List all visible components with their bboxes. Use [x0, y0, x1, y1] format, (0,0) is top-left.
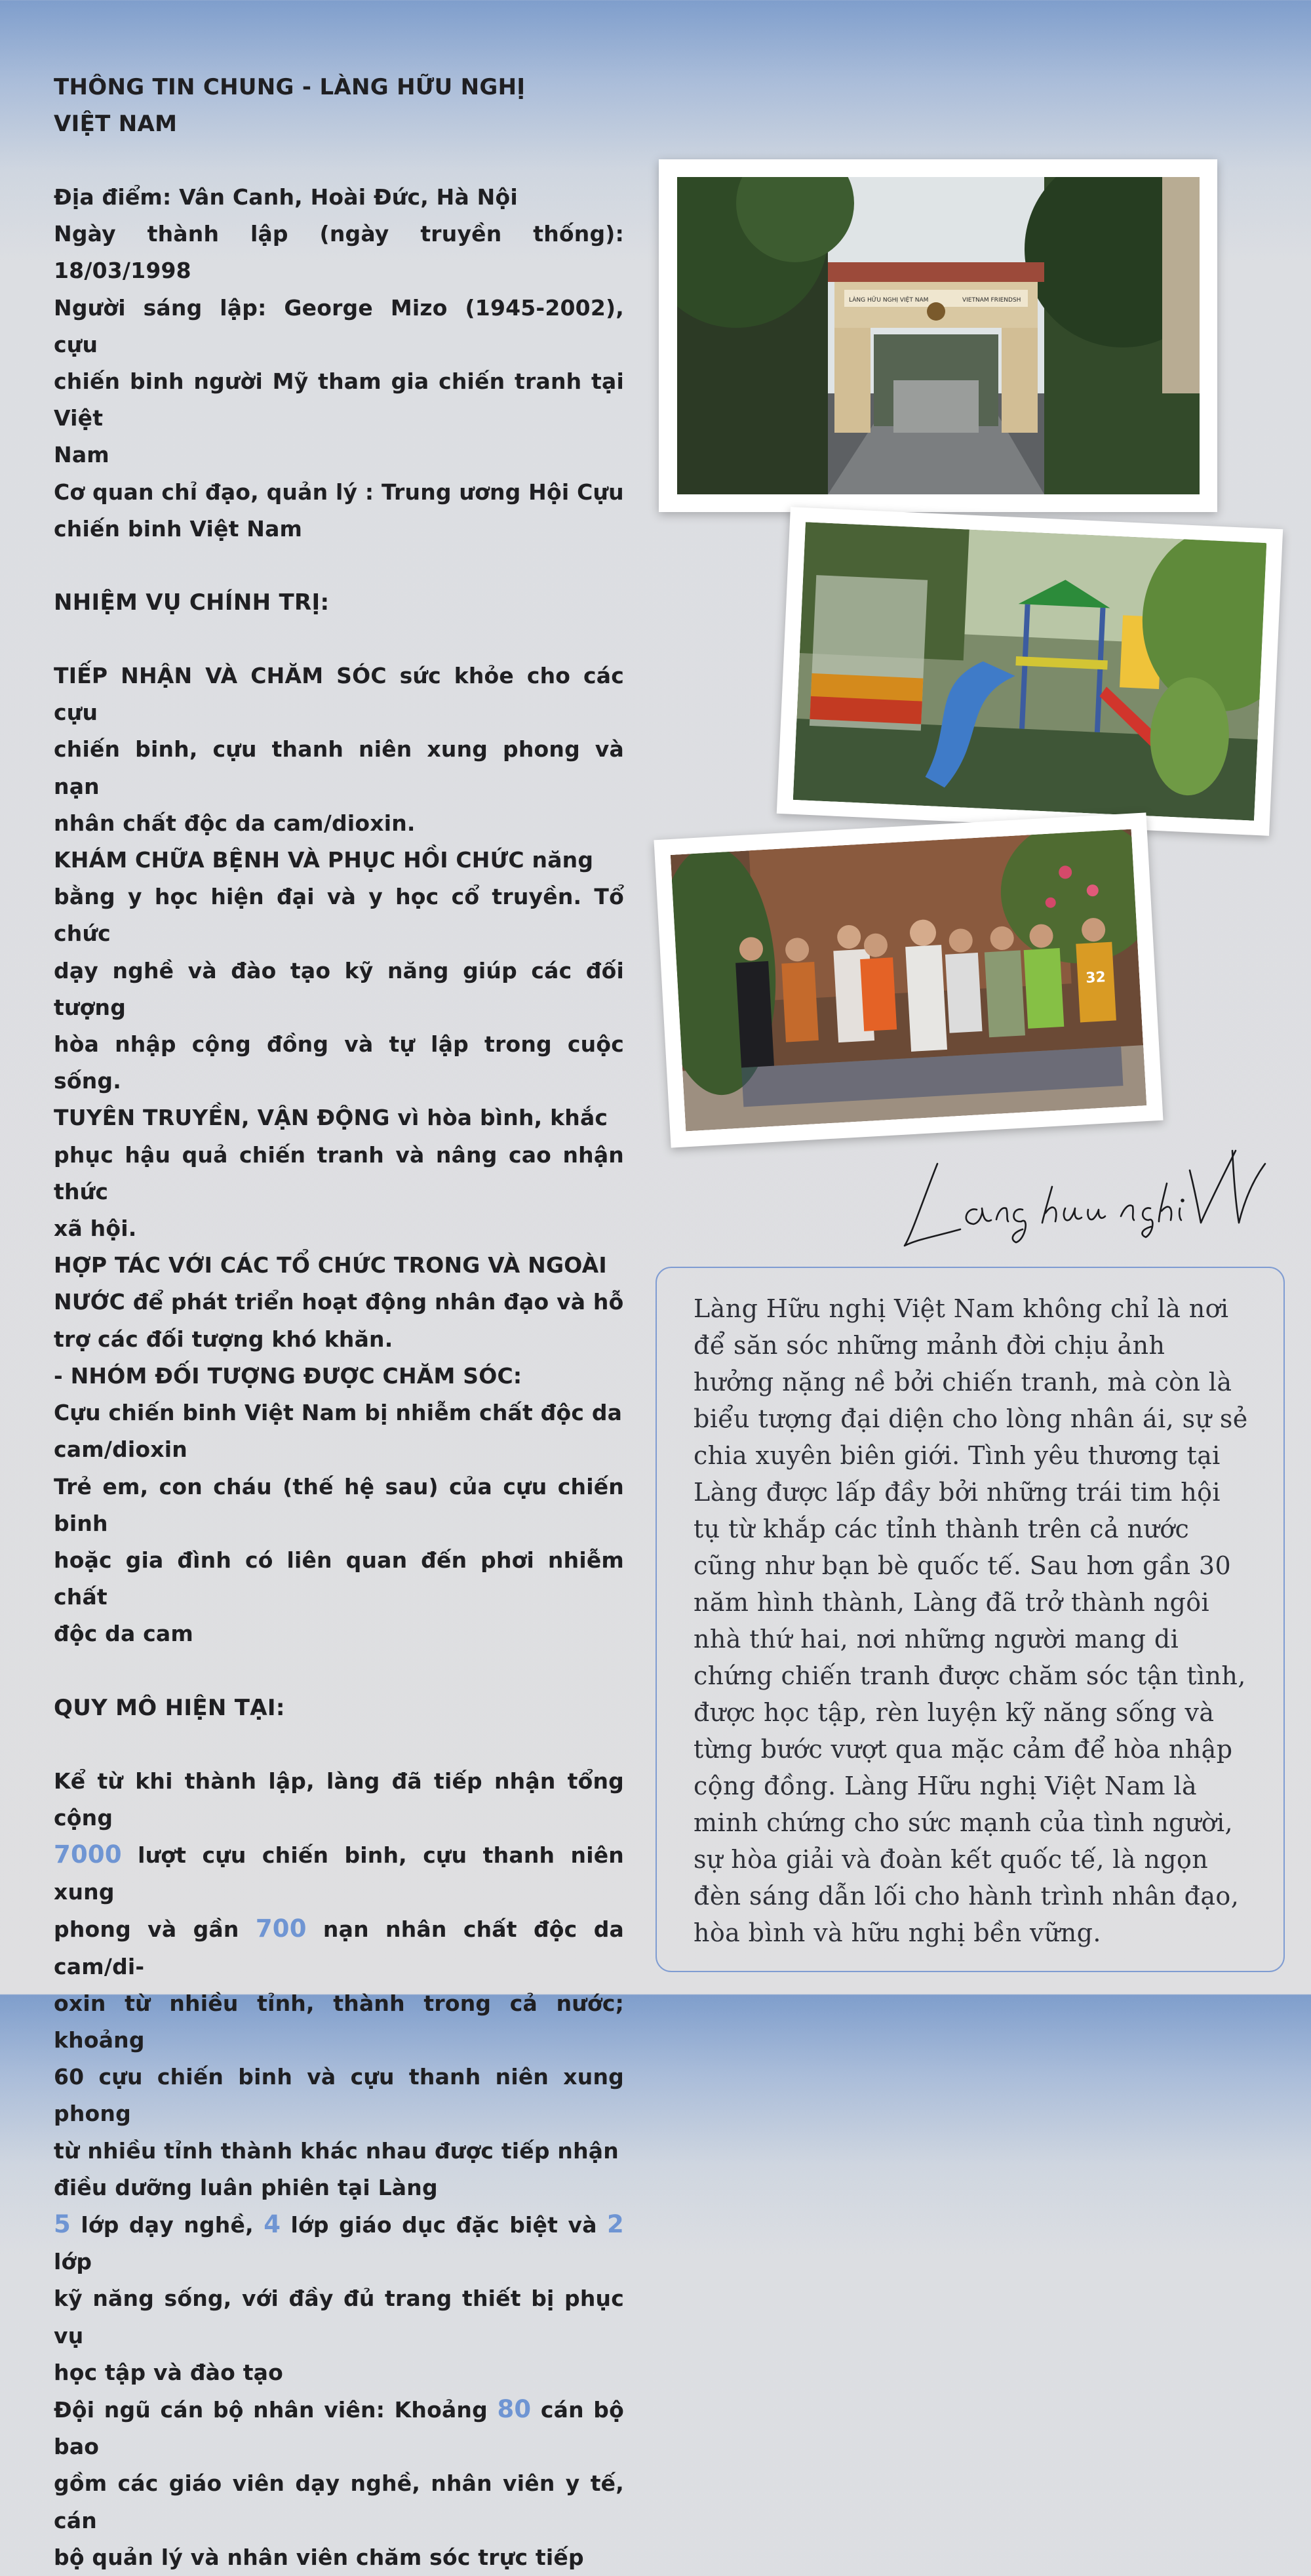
photo-group: [654, 812, 1163, 1147]
quote-line: nhà thứ hai, nơi những người mang di: [694, 1625, 1179, 1654]
mission-line: TUYÊN TRUYỀN, VẬN ĐỘNG vì hòa bình, khắc: [54, 1105, 608, 1131]
group-photo-image: [671, 829, 1146, 1132]
scale-line: 5 lớp dạy nghề, 4 lớp giáo dục đặc biệt và 2 lớp: [54, 2209, 624, 2275]
mission-line: nhân chất độc da cam/dioxin.: [54, 810, 416, 836]
playground-photo-image: [793, 522, 1267, 820]
quote-line: đèn sáng dẫn lối cho hành trình nhân đạo,: [694, 1882, 1240, 1911]
scale-line: Kể từ khi thành lập, làng đã tiếp nhận tổng cộng: [54, 1768, 624, 1831]
scale-line: phong và gần 700 nạn nhân chất độc da cam/di-: [54, 1914, 624, 1979]
scale-line: từ nhiều tỉnh thành khác nhau được tiếp nhận: [54, 2137, 619, 2164]
quote-line: chứng chiến tranh được chăm sóc tận tình,: [694, 1661, 1246, 1690]
location-text: Địa điểm: Vân Canh, Hoài Đức, Hà Nội: [54, 184, 518, 210]
founder-text: chiến binh người Mỹ tham gia chiến tranh tại Việt: [54, 368, 624, 431]
scale-line: oxin từ nhiều tỉnh, thành trong cả nước; khoảng: [54, 1990, 624, 2053]
quote-line: để săn sóc những mảnh đời chịu ảnh: [694, 1331, 1165, 1360]
mission-line: - NHÓM ĐỐI TƯỢNG ĐƯỢC CHĂM SÓC:: [54, 1362, 522, 1389]
quote-line: minh chứng cho sức mạnh của tình người,: [694, 1808, 1234, 1837]
life-skill-class-count: 2: [607, 2209, 624, 2238]
quote-line: Làng được lấp đầy bởi những trái tim hội: [694, 1478, 1221, 1507]
section-title-general-line2: VIỆT NAM: [54, 111, 178, 137]
section-title-mission: NHIỆM VỤ CHÍNH TRỊ:: [54, 589, 330, 616]
jersey-number: 32: [1085, 969, 1106, 987]
vocational-class-count: 5: [54, 2209, 71, 2238]
scale-line: bộ quản lý và nhân viên chăm sóc trực tiếp: [54, 2544, 584, 2570]
mission-line: TIẾP NHẬN VÀ CHĂM SÓC sức khỏe cho các cựu: [54, 663, 624, 726]
agency-text: chiến binh Việt Nam: [54, 515, 303, 542]
veterans-count: 7000: [54, 1840, 122, 1869]
mission-line: Cựu chiến binh Việt Nam bị nhiễm chất độc da: [54, 1400, 623, 1426]
founded-text: Ngày thành lập (ngày truyền thống): 18/03/1998: [54, 221, 624, 284]
mission-line: hoặc gia đình có liên quan đến phơi nhiễm chất: [54, 1547, 624, 1610]
founder-text: Nam: [54, 442, 109, 468]
mission-line: NƯỚC để phát triển hoạt động nhân đạo và hỗ: [54, 1289, 624, 1315]
quote-line: chia xuyên biên giới. Tình yêu thương tại: [694, 1441, 1221, 1470]
section-title-scale: QUY MÔ HIỆN TẠI:: [54, 1694, 285, 1721]
gate-photo-image: [677, 177, 1200, 494]
scale-line: 7000 lượt cựu chiến binh, cựu thanh niên xung: [54, 1840, 624, 1905]
gate-sign-text: LÀNG HỮU NGHỊ VIỆT NAM: [849, 297, 929, 304]
gate-sign-text-right: VIETNAM FRIENDSH: [962, 297, 1021, 304]
quote-box: [656, 1267, 1285, 1972]
scale-line: học tập và đào tạo: [54, 2359, 284, 2385]
quote-line: hưởng nặng nề bởi chiến tranh, mà còn là: [694, 1368, 1232, 1397]
mission-line: chiến binh, cựu thanh niên xung phong và nạn: [54, 736, 624, 799]
mission-line: dạy nghề và đào tạo kỹ năng giúp các đối tượng: [54, 957, 624, 1020]
quote-line: được học tập, rèn luyện kỹ năng sống và: [694, 1698, 1215, 1727]
photo-playground: [777, 507, 1283, 836]
quote-line: biểu tượng đại diện cho lòng nhân ái, sự sẻ: [694, 1404, 1248, 1433]
mission-line: xã hội.: [54, 1216, 137, 1242]
mission-line: độc da cam: [54, 1621, 193, 1647]
quote-line: từng bước vượt qua mặc cảm để hòa nhập: [694, 1735, 1233, 1764]
mission-line: cam/dioxin: [54, 1437, 187, 1463]
scale-line: Đội ngũ cán bộ nhân viên: Khoảng 80 cán bộ bao: [54, 2394, 624, 2460]
quote-line: cũng như bạn bè quốc tế. Sau hơn gần 30: [694, 1551, 1232, 1580]
quote-line: tụ từ khắp các tỉnh thành trên cả nước: [694, 1515, 1190, 1543]
mission-line: KHÁM CHỮA BỆNH VÀ PHỤC HỒI CHỨC năng: [54, 847, 594, 873]
info-column: [54, 69, 624, 2576]
staff-count: 80: [497, 2394, 532, 2423]
mission-list: [54, 658, 624, 1652]
mission-line: Trẻ em, con cháu (thế hệ sau) của cựu chiến binh: [54, 1473, 624, 1536]
quote-line: sự hòa giải và đoàn kết quốc tế, là ngọn: [694, 1845, 1209, 1874]
scale-paragraph: [54, 1763, 624, 2576]
section-title-general: THÔNG TIN CHUNG - LÀNG HỮU NGHỊ: [54, 74, 526, 100]
scale-line: gồm các giáo viên dạy nghề, nhân viên y tế, cán: [54, 2470, 624, 2533]
mission-line: HỢP TÁC VỚI CÁC TỔ CHỨC TRONG VÀ NGOÀI: [54, 1252, 607, 1278]
scale-line: điều dưỡng luân phiên tại Làng: [54, 2174, 438, 2200]
mission-line: hòa nhập cộng đồng và tự lập trong cuộc sống.: [54, 1031, 624, 1094]
quote-line: Làng Hữu nghị Việt Nam không chỉ là nơi: [694, 1294, 1229, 1323]
special-class-count: 4: [264, 2209, 281, 2238]
mission-line: trợ các đối tượng khó khăn.: [54, 1326, 393, 1352]
mission-line: phục hậu quả chiến tranh và nâng cao nhận thức: [54, 1141, 624, 1204]
victims-count: 700: [255, 1914, 307, 1943]
agency-text: Cơ quan chỉ đạo, quản lý : Trung ương Hội Cựu: [54, 479, 624, 505]
signature-village-name: [898, 1124, 1272, 1256]
scale-line: kỹ năng sống, với đầy đủ trang thiết bị phục vụ: [54, 2286, 624, 2348]
mission-line: bằng y học hiện đại và y học cổ truyền. Tổ chức: [54, 884, 624, 947]
scale-line: 60 cựu chiến binh và cựu thanh niên xung phong: [54, 2064, 624, 2127]
quote-line: cộng đồng. Làng Hữu nghị Việt Nam là: [694, 1772, 1197, 1800]
photo-village-gate: [659, 159, 1217, 512]
quote-line: hòa bình và hữu nghị bền vững.: [694, 1918, 1101, 1947]
quote-line: năm hình thành, Làng đã trở thành ngôi: [694, 1588, 1210, 1617]
founder-text: Người sáng lập: George Mizo (1945-2002), cựu: [54, 294, 624, 357]
